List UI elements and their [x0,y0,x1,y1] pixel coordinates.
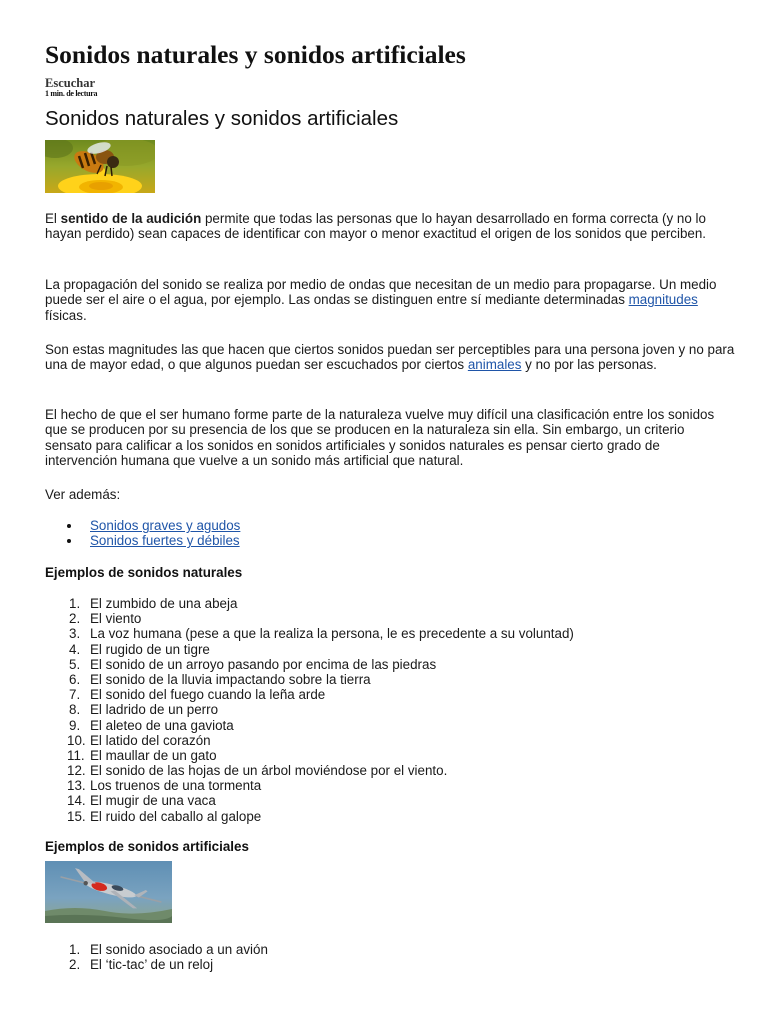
item-text: El sonido de las hojas de un árbol moviéndose por el viento. [90,763,448,779]
see-also-link[interactable]: Sonidos graves y agudos [90,518,241,533]
item-number: 2. [69,957,81,973]
item-text: El rugido de un tigre [90,641,210,657]
paragraph-text: permite que todas las personas que lo hayan desarrollado en forma correcta (y no lo hayan perdido) sean capaces de identificar con mayor o menor exactitud el origen de los sonidos que perciben. [45,211,707,242]
item-number: 9. [69,717,81,733]
item-number: 1. [69,942,81,957]
see-also-link[interactable]: Sonidos fuertes y débiles [90,533,240,549]
item-text: La voz humana (pese a que la realiza la persona, le es precedente a su voluntad) [90,626,574,642]
item-text: El ‘tic-tac’ de un reloj [90,957,214,973]
natural-sounds-heading: Ejemplos de sonidos naturales [45,565,243,580]
bullet-icon [67,524,71,528]
item-number: 4. [69,641,81,657]
artificial-sounds-heading: Ejemplos de sonidos artificiales [45,839,249,854]
item-text: El ladrido de un perro [90,702,219,718]
paragraph-propagation [45,277,735,323]
paragraph-text: físicas. [45,307,87,323]
item-number: 14. [67,793,86,809]
document-title: Sonidos naturales y sonidos artificiales [45,40,466,69]
item-number: 5. [69,656,81,672]
item-number: 2. [69,611,81,627]
paragraph-text: y no por las personas. [521,357,657,373]
item-number: 8. [69,702,81,718]
item-number: 6. [69,671,81,687]
bullet-icon [67,539,71,543]
item-text: El viento [90,611,142,627]
item-number: 13. [67,778,86,794]
item-text: El sonido de la lluvia impactando sobre la tierra [90,671,371,687]
item-text: El maullar de un gato [90,747,217,763]
paragraph-text: Son estas magnitudes las que hacen que ciertos sonidos puedan ser perceptibles para una persona joven y no para una de mayor edad, o que algunos puedan ser escuchados por ciertos [45,342,735,373]
item-text: Los truenos de una tormenta [90,778,262,794]
item-number: 7. [69,687,81,703]
see-also-label: Ver además: [45,487,121,502]
paragraph-text: El [45,211,61,226]
item-text: El latido del corazón [90,732,211,748]
item-text: El sonido del fuego cuando la leña arde [90,687,326,703]
bee-on-flower-image [45,140,155,193]
item-number: 12. [67,763,86,779]
item-number: 10. [67,732,86,748]
item-text: El sonido asociado a un avión [90,942,268,957]
item-number: 15. [67,808,86,824]
paragraph-classification: El hecho de que el ser humano forme parte de la naturaleza vuelve muy difícil una clasificación entre los sonidos que se producen por su presencia de los que se producen en la naturaleza sin ella. Sin embargo, un criterio sensato para calificar a los sonidos en sonidos artificiales y sonidos naturales es pensar cierto grado de intervención humana que vuelve a un sonido más artificial que natural. [45,407,715,468]
listen-button[interactable]: Escuchar [45,76,95,90]
paragraph-text: La propagación del sonido se realiza por medio de ondas que necesitan de un medio para propagarse. Un medio puede ser el aire o el agua, por ejemplo. Las ondas se distinguen entre sí mediante determinadas [45,277,717,308]
paragraph-hearing [45,211,735,242]
see-also-item [45,518,240,533]
item-number: 3. [69,626,81,642]
item-text: El sonido de un arroyo pasando por encima de las piedras [90,656,437,672]
see-also-item [45,533,240,548]
animales-link[interactable]: animales [467,357,522,373]
item-number: 1. [69,596,81,611]
item-text: El aleteo de una gaviota [90,717,234,733]
magnitudes-link[interactable]: magnitudes [628,292,698,308]
item-text: El ruido del caballo al galope [90,808,262,824]
item-text: El mugir de una vaca [90,793,216,809]
read-time: 1 min. de lectura [45,89,98,98]
airplane-image [45,861,172,923]
item-text: El zumbido de una abeja [90,596,238,611]
see-also-list [45,518,240,549]
paragraph-magnitudes [45,342,735,373]
article-heading: Sonidos naturales y sonidos artificiales [45,107,399,130]
item-number: 11. [67,747,85,763]
bold-term: sentido de la audición [60,211,202,226]
